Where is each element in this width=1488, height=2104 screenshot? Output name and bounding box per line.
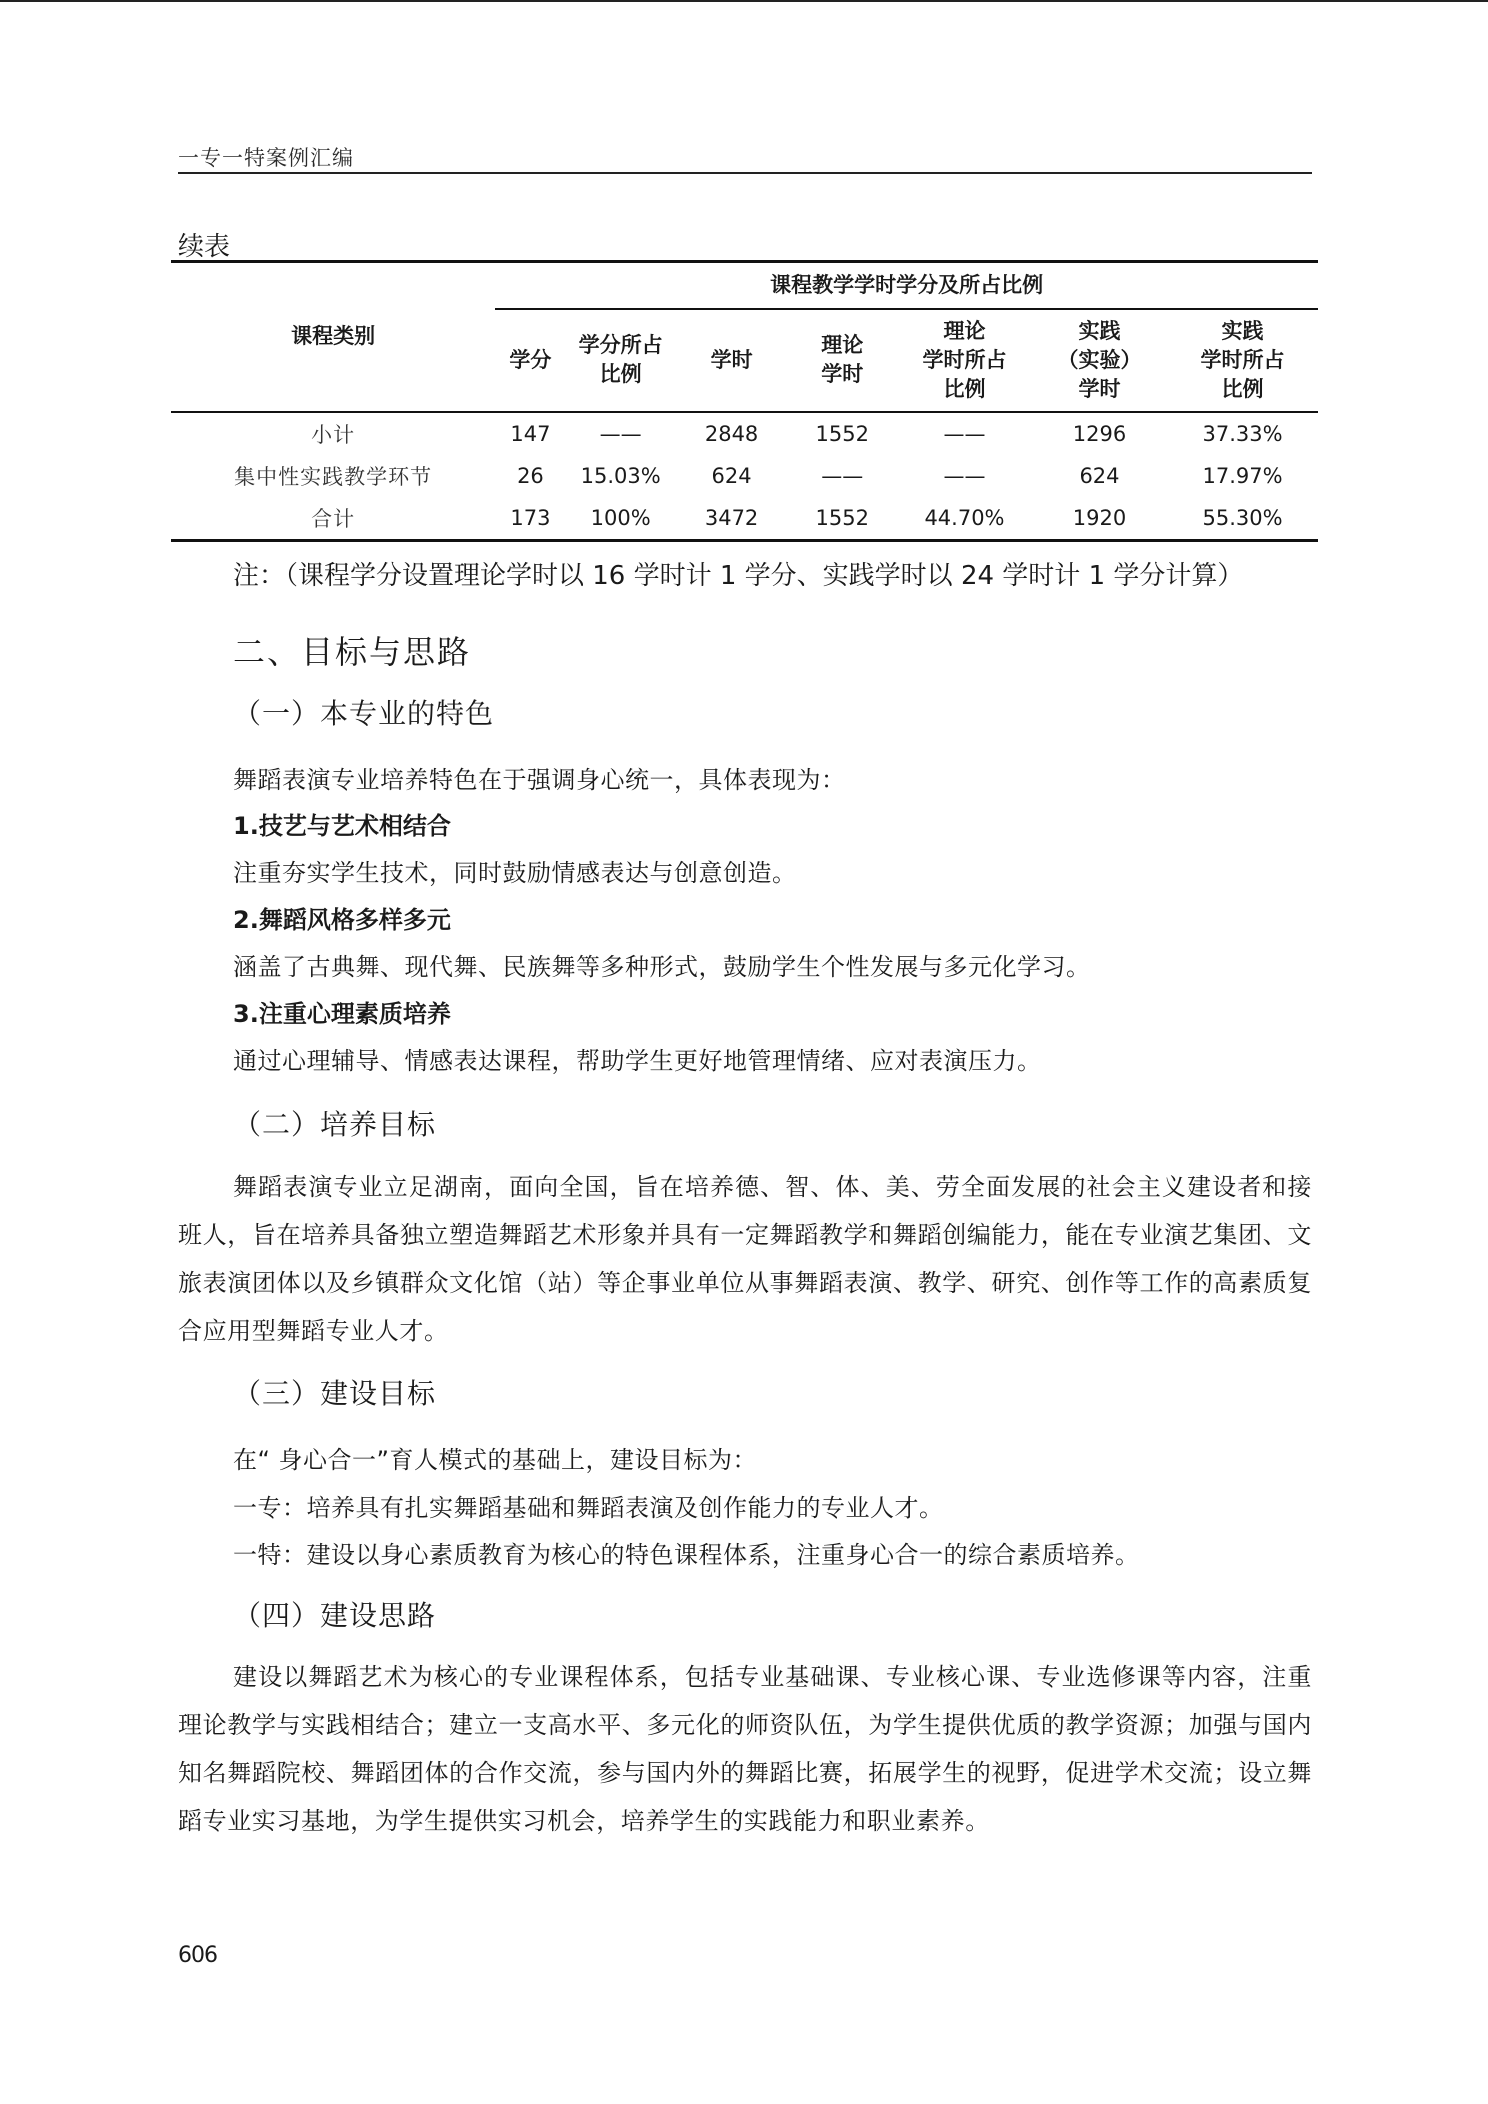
col-header-line: 实践 [1221,318,1264,343]
col-header-line: 实践 [1078,318,1121,343]
paragraph-intro: 在“ 身心合一”育人模式的基础上，建设目标为： [233,1446,757,1474]
col-header-line: 理论 [821,333,864,357]
row-label: 小计 [311,422,356,447]
col-header-line: 学时所占 [1200,347,1285,372]
table-cell: 3472 [704,506,759,531]
col-header [897,309,1032,412]
goal-line: 一专：培养具有扎实舞蹈基础和舞蹈表演及创作能力的专业人才。 [233,1494,944,1522]
table-cell: 37.33% [1202,421,1283,446]
table-cell: 624 [1079,464,1120,488]
table-note: 注：（课程学分设置理论学时以 16 学时计 1 学分、实践学时以 24 学时计 1 学分计算） [233,561,1244,591]
col-header-line: （实验） [1057,347,1142,372]
table-cell: 55.30% [1202,506,1283,531]
table-row [171,412,1318,455]
table-cell: 100% [590,506,651,531]
subsection-heading: （三）建设目标 [233,1377,437,1410]
running-head: 一专一特案例汇编 [178,146,354,170]
feature-text: 注重夯实学生技术，同时鼓励情感表达与创意创造。 [233,859,797,887]
header-group: 课程教学学时学分及所占比例 [495,262,1318,309]
credit-hours-table [171,260,1318,542]
col-header-line: 理论 [943,318,986,343]
table-row [171,455,1318,498]
goal-line: 一特：建设以身心素质教育为核心的特色课程体系，注重身心合一的综合素质培养。 [233,1541,1140,1569]
table-cell: 147 [510,421,551,446]
row-label: 合计 [311,507,356,532]
continued-table-label: 续表 [178,232,231,262]
body-paragraph: 舞蹈表演专业立足湖南，面向全国，旨在培养德、智、体、美、劳全面发展的社会主义建设者和接班人，旨在培养具备独立塑造舞蹈艺术形象并具有一定舞蹈教学和舞蹈创编能力，能在专业演艺集团、文旅表演团体以及乡镇群众文化馆（站）等企事业单位从事舞蹈表演、教学、研究、创作等工作的高素质复合应用型舞蹈专业人才。 [178,1173,1312,1345]
table-cell: 173 [510,506,551,531]
table-cell: 1296 [1072,421,1127,446]
table-cell: —— [821,464,864,488]
subsection-heading: （四）建设思路 [233,1599,437,1632]
table-cell: 1552 [815,421,869,446]
header-course-category: 课程类别 [171,262,495,412]
subsection-heading: （一）本专业的特色 [233,697,495,730]
table-cell: 17.97% [1202,464,1283,488]
col-header-line: 学时 [821,362,864,386]
col-header-line: 学分所占 [578,333,663,357]
table-cell: 1552 [815,506,869,531]
section-heading: 二、目标与思路 [233,633,472,671]
table-row [171,498,1318,541]
table-cell: 15.03% [580,464,661,488]
header-rule [178,172,1312,174]
table-cell: —— [943,421,986,446]
row-label: 集中性实践教学环节 [234,465,433,489]
col-header [787,309,897,412]
table-cell: 624 [711,464,752,488]
col-header [566,309,676,412]
feature-heading: 1.技艺与艺术相结合 [233,812,451,840]
subsection-heading: （二）培养目标 [233,1108,437,1141]
col-header [1032,309,1167,412]
top-border [0,0,1488,2]
col-header-line: 比例 [599,362,642,386]
col-header [676,309,788,412]
body-paragraph: 建设以舞蹈艺术为核心的专业课程体系，包括专业基础课、专业核心课、专业选修课等内容，注重理论教学与实践相结合；建立一支高水平、多元化的师资队伍，为学生提供优质的教学资源；加强与国内知名舞蹈院校、舞蹈团体的合作交流，参与国内外的舞蹈比赛，拓展学生的视野，促进学术交流；设立舞蹈专业实习基地，为学生提供实习机会，培养学生的实践能力和职业素养。 [178,1663,1312,1835]
table-cell: —— [599,421,642,446]
table-cell: 1920 [1072,506,1127,531]
col-header-line: 学时 [710,347,753,372]
col-header-line: 学时 [1078,376,1121,401]
table-cell: 44.70% [924,506,1005,531]
page-number: 606 [178,1943,217,1968]
table-cell: 2848 [704,421,759,446]
col-header [495,309,565,412]
table-cell: —— [943,464,986,488]
table-cell: 26 [517,464,544,488]
feature-heading: 3.注重心理素质培养 [233,1000,451,1028]
feature-heading: 2.舞蹈风格多样多元 [233,906,451,934]
feature-text: 通过心理辅导、情感表达课程，帮助学生更好地管理情绪、应对表演压力。 [233,1047,1042,1075]
paragraph-intro: 舞蹈表演专业培养特色在于强调身心统一，具体表现为： [233,766,846,794]
col-header-line: 比例 [1221,376,1264,401]
feature-text: 涵盖了古典舞、现代舞、民族舞等多种形式，鼓励学生个性发展与多元化学习。 [233,953,1091,981]
col-header-line: 比例 [943,376,986,401]
col-header-line: 学时所占 [922,347,1007,372]
col-header-line: 学分 [509,347,552,372]
col-header [1167,309,1318,412]
